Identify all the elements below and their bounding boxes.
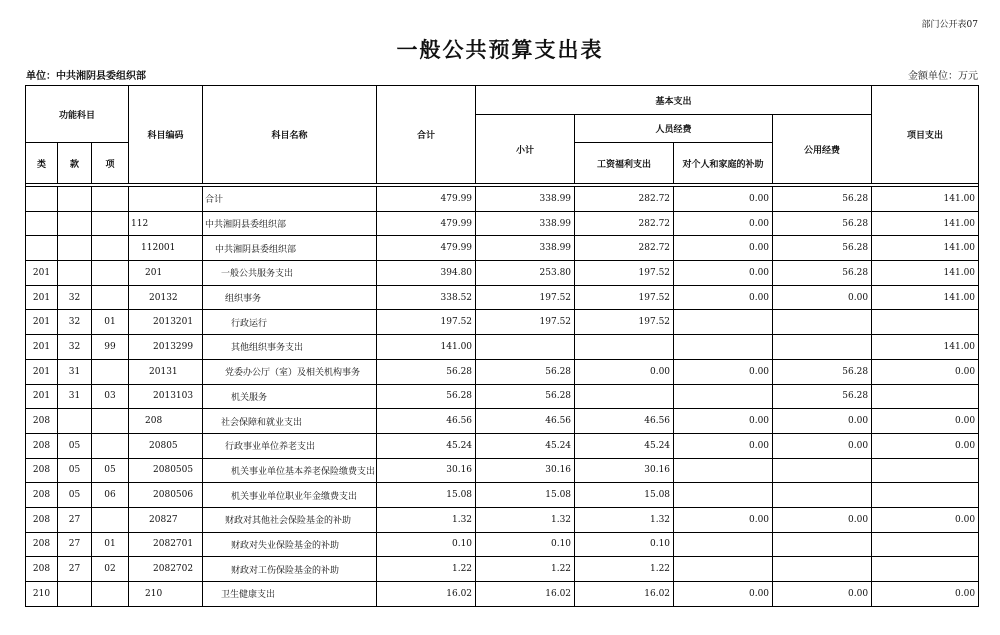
cell-public — [773, 310, 872, 335]
cell-project: 0.00 — [872, 582, 979, 607]
cell-name: 其他组织事务支出 — [203, 335, 377, 360]
cell-code: 208 — [129, 409, 203, 434]
cell-kuan — [58, 582, 92, 607]
cell-subtotal: 46.56 — [476, 409, 575, 434]
cell-public — [773, 483, 872, 508]
table-row — [26, 187, 979, 212]
cell-wages: 1.22 — [575, 557, 674, 582]
cell-project — [872, 557, 979, 582]
cell-subtotal: 1.32 — [476, 507, 575, 532]
cell-total: 479.99 — [377, 236, 476, 261]
cell-wages: 0.00 — [575, 359, 674, 384]
cell-public: 56.28 — [773, 236, 872, 261]
cell-total: 1.32 — [377, 507, 476, 532]
cell-kuan: 05 — [58, 458, 92, 483]
cell-name: 财政对工伤保险基金的补助 — [203, 557, 377, 582]
cell-xiang: 02 — [92, 557, 129, 582]
header-family-subsidy: 对个人和家庭的补助 — [674, 143, 773, 184]
unit-label: 单位：中共湘阴县委组织部 — [26, 71, 146, 82]
table-row — [26, 211, 979, 236]
header-xiang: 项 — [92, 143, 129, 184]
cell-code: 112 — [129, 211, 203, 236]
table-row — [26, 359, 979, 384]
cell-project: 141.00 — [872, 335, 979, 360]
cell-code: 2080506 — [129, 483, 203, 508]
cell-code: 20131 — [129, 359, 203, 384]
header-basic: 基本支出 — [476, 86, 872, 115]
cell-wages: 282.72 — [575, 211, 674, 236]
table-row — [26, 507, 979, 532]
header-code: 科目编码 — [129, 86, 203, 184]
cell-kuan: 32 — [58, 310, 92, 335]
header-func-subject: 功能科目 — [26, 86, 129, 143]
cell-total: 15.08 — [377, 483, 476, 508]
cell-name: 党委办公厅（室）及相关机构事务 — [203, 359, 377, 384]
cell-name: 财政对失业保险基金的补助 — [203, 532, 377, 557]
cell-wages: 30.16 — [575, 458, 674, 483]
cell-public — [773, 557, 872, 582]
cell-total: 30.16 — [377, 458, 476, 483]
cell-xiang: 01 — [92, 532, 129, 557]
cell-code: 112001 — [129, 236, 203, 261]
cell-lei: 208 — [26, 409, 58, 434]
cell-project: 141.00 — [872, 236, 979, 261]
cell-family: 0.00 — [674, 409, 773, 434]
cell-name: 财政对其他社会保险基金的补助 — [203, 507, 377, 532]
cell-total: 479.99 — [377, 211, 476, 236]
table-row — [26, 458, 979, 483]
cell-name: 机关事业单位职业年金缴费支出 — [203, 483, 377, 508]
cell-lei — [26, 211, 58, 236]
cell-name: 一般公共服务支出 — [203, 261, 377, 286]
cell-lei: 208 — [26, 458, 58, 483]
cell-family: 0.00 — [674, 582, 773, 607]
table-row — [26, 557, 979, 582]
cell-wages: 282.72 — [575, 236, 674, 261]
cell-lei: 201 — [26, 384, 58, 409]
cell-kuan: 27 — [58, 532, 92, 557]
table-row — [26, 483, 979, 508]
cell-total: 46.56 — [377, 409, 476, 434]
cell-name: 行政运行 — [203, 310, 377, 335]
cell-wages: 45.24 — [575, 433, 674, 458]
cell-xiang — [92, 359, 129, 384]
cell-family — [674, 557, 773, 582]
header-public: 公用经费 — [773, 115, 872, 184]
cell-xiang — [92, 236, 129, 261]
cell-total: 0.10 — [377, 532, 476, 557]
cell-code: 2080505 — [129, 458, 203, 483]
cell-kuan — [58, 261, 92, 286]
cell-name: 机关事业单位基本养老保险缴费支出 — [203, 458, 377, 483]
header-kuan: 款 — [58, 143, 92, 184]
cell-family — [674, 335, 773, 360]
cell-total: 1.22 — [377, 557, 476, 582]
table-row — [26, 384, 979, 409]
cell-name: 行政事业单位养老支出 — [203, 433, 377, 458]
cell-project — [872, 483, 979, 508]
cell-lei: 201 — [26, 335, 58, 360]
cell-name: 卫生健康支出 — [203, 582, 377, 607]
cell-total: 16.02 — [377, 582, 476, 607]
cell-subtotal: 197.52 — [476, 285, 575, 310]
cell-wages: 0.10 — [575, 532, 674, 557]
cell-kuan: 32 — [58, 335, 92, 360]
cell-name: 合计 — [203, 187, 377, 212]
cell-xiang — [92, 433, 129, 458]
cell-family — [674, 458, 773, 483]
cell-xiang — [92, 187, 129, 212]
cell-public: 0.00 — [773, 285, 872, 310]
page-title: 一般公共预算支出表 — [396, 37, 604, 62]
cell-project: 0.00 — [872, 359, 979, 384]
cell-lei: 201 — [26, 310, 58, 335]
cell-subtotal: 16.02 — [476, 582, 575, 607]
cell-wages: 197.52 — [575, 285, 674, 310]
cell-lei: 208 — [26, 532, 58, 557]
table-row — [26, 310, 979, 335]
cell-project: 141.00 — [872, 211, 979, 236]
cell-family: 0.00 — [674, 433, 773, 458]
cell-public — [773, 532, 872, 557]
cell-family: 0.00 — [674, 261, 773, 286]
cell-subtotal: 0.10 — [476, 532, 575, 557]
cell-subtotal: 338.99 — [476, 187, 575, 212]
cell-code: 210 — [129, 582, 203, 607]
cell-subtotal: 338.99 — [476, 236, 575, 261]
cell-xiang: 05 — [92, 458, 129, 483]
cell-kuan: 27 — [58, 557, 92, 582]
cell-wages: 197.52 — [575, 261, 674, 286]
table-row — [26, 582, 979, 607]
cell-xiang — [92, 409, 129, 434]
cell-subtotal: 30.16 — [476, 458, 575, 483]
cell-code: 2013201 — [129, 310, 203, 335]
cell-code: 2082701 — [129, 532, 203, 557]
cell-project: 141.00 — [872, 285, 979, 310]
cell-kuan — [58, 409, 92, 434]
cell-code: 20805 — [129, 433, 203, 458]
cell-subtotal: 15.08 — [476, 483, 575, 508]
cell-family: 0.00 — [674, 285, 773, 310]
cell-name: 机关服务 — [203, 384, 377, 409]
cell-name: 社会保障和就业支出 — [203, 409, 377, 434]
cell-code — [129, 187, 203, 212]
cell-public: 56.28 — [773, 261, 872, 286]
cell-kuan: 05 — [58, 483, 92, 508]
cell-total: 338.52 — [377, 285, 476, 310]
cell-project — [872, 532, 979, 557]
cell-xiang: 06 — [92, 483, 129, 508]
cell-public: 0.00 — [773, 582, 872, 607]
cell-xiang: 99 — [92, 335, 129, 360]
cell-xiang — [92, 211, 129, 236]
cell-xiang: 01 — [92, 310, 129, 335]
cell-project — [872, 310, 979, 335]
cell-total: 56.28 — [377, 359, 476, 384]
cell-xiang — [92, 507, 129, 532]
cell-lei: 201 — [26, 359, 58, 384]
header-lei: 类 — [26, 143, 58, 184]
cell-public — [773, 335, 872, 360]
cell-public — [773, 458, 872, 483]
cell-name: 中共湘阴县委组织部 — [203, 236, 377, 261]
cell-lei: 208 — [26, 483, 58, 508]
budget-table — [25, 85, 979, 607]
cell-kuan: 31 — [58, 384, 92, 409]
header-total: 合计 — [377, 86, 476, 184]
cell-family: 0.00 — [674, 187, 773, 212]
cell-subtotal: 253.80 — [476, 261, 575, 286]
cell-public: 0.00 — [773, 433, 872, 458]
header-subtotal: 小计 — [476, 115, 575, 184]
form-number: 部门公开表07 — [921, 20, 978, 30]
cell-kuan: 05 — [58, 433, 92, 458]
cell-family: 0.00 — [674, 359, 773, 384]
cell-public: 56.28 — [773, 359, 872, 384]
cell-family: 0.00 — [674, 211, 773, 236]
cell-code: 20132 — [129, 285, 203, 310]
cell-kuan — [58, 236, 92, 261]
header-name: 科目名称 — [203, 86, 377, 184]
cell-project: 141.00 — [872, 261, 979, 286]
cell-family: 0.00 — [674, 507, 773, 532]
cell-kuan: 32 — [58, 285, 92, 310]
table-row — [26, 261, 979, 286]
cell-lei: 201 — [26, 285, 58, 310]
cell-lei: 208 — [26, 433, 58, 458]
cell-project: 141.00 — [872, 187, 979, 212]
cell-family — [674, 483, 773, 508]
cell-lei — [26, 236, 58, 261]
cell-name: 中共湘阴县委组织部 — [203, 211, 377, 236]
table-row — [26, 236, 979, 261]
cell-lei: 208 — [26, 507, 58, 532]
cell-total: 45.24 — [377, 433, 476, 458]
cell-wages: 1.32 — [575, 507, 674, 532]
cell-wages: 46.56 — [575, 409, 674, 434]
cell-lei: 201 — [26, 261, 58, 286]
cell-subtotal: 338.99 — [476, 211, 575, 236]
cell-name: 组织事务 — [203, 285, 377, 310]
header-project: 项目支出 — [872, 86, 979, 184]
cell-lei: 208 — [26, 557, 58, 582]
cell-wages: 197.52 — [575, 310, 674, 335]
table-row — [26, 409, 979, 434]
cell-subtotal — [476, 335, 575, 360]
table-row — [26, 433, 979, 458]
cell-project: 0.00 — [872, 507, 979, 532]
table-row — [26, 532, 979, 557]
cell-project — [872, 458, 979, 483]
cell-family — [674, 310, 773, 335]
cell-code: 2082702 — [129, 557, 203, 582]
cell-total: 56.28 — [377, 384, 476, 409]
cell-subtotal: 1.22 — [476, 557, 575, 582]
cell-code: 2013103 — [129, 384, 203, 409]
cell-family: 0.00 — [674, 236, 773, 261]
cell-kuan: 27 — [58, 507, 92, 532]
cell-kuan — [58, 211, 92, 236]
cell-public: 0.00 — [773, 507, 872, 532]
cell-total: 141.00 — [377, 335, 476, 360]
cell-subtotal: 56.28 — [476, 384, 575, 409]
cell-total: 479.99 — [377, 187, 476, 212]
cell-code: 20827 — [129, 507, 203, 532]
cell-xiang: 03 — [92, 384, 129, 409]
cell-wages — [575, 384, 674, 409]
money-unit-label: 金额单位：万元 — [908, 71, 978, 82]
cell-lei: 210 — [26, 582, 58, 607]
cell-kuan — [58, 187, 92, 212]
cell-lei — [26, 187, 58, 212]
table-row — [26, 285, 979, 310]
table-row — [26, 335, 979, 360]
cell-code: 201 — [129, 261, 203, 286]
cell-project — [872, 384, 979, 409]
header-wages: 工资福利支出 — [575, 143, 674, 184]
cell-project: 0.00 — [872, 409, 979, 434]
cell-public: 56.28 — [773, 384, 872, 409]
cell-kuan: 31 — [58, 359, 92, 384]
cell-code: 2013299 — [129, 335, 203, 360]
cell-total: 197.52 — [377, 310, 476, 335]
cell-subtotal: 197.52 — [476, 310, 575, 335]
cell-xiang — [92, 261, 129, 286]
cell-wages: 282.72 — [575, 187, 674, 212]
cell-family — [674, 532, 773, 557]
cell-family — [674, 384, 773, 409]
cell-subtotal: 56.28 — [476, 359, 575, 384]
cell-subtotal: 45.24 — [476, 433, 575, 458]
cell-project: 0.00 — [872, 433, 979, 458]
cell-public: 0.00 — [773, 409, 872, 434]
header-personnel: 人员经费 — [575, 115, 773, 143]
cell-wages — [575, 335, 674, 360]
cell-xiang — [92, 285, 129, 310]
cell-public: 56.28 — [773, 187, 872, 212]
cell-wages: 15.08 — [575, 483, 674, 508]
cell-wages: 16.02 — [575, 582, 674, 607]
cell-total: 394.80 — [377, 261, 476, 286]
cell-public: 56.28 — [773, 211, 872, 236]
cell-xiang — [92, 582, 129, 607]
